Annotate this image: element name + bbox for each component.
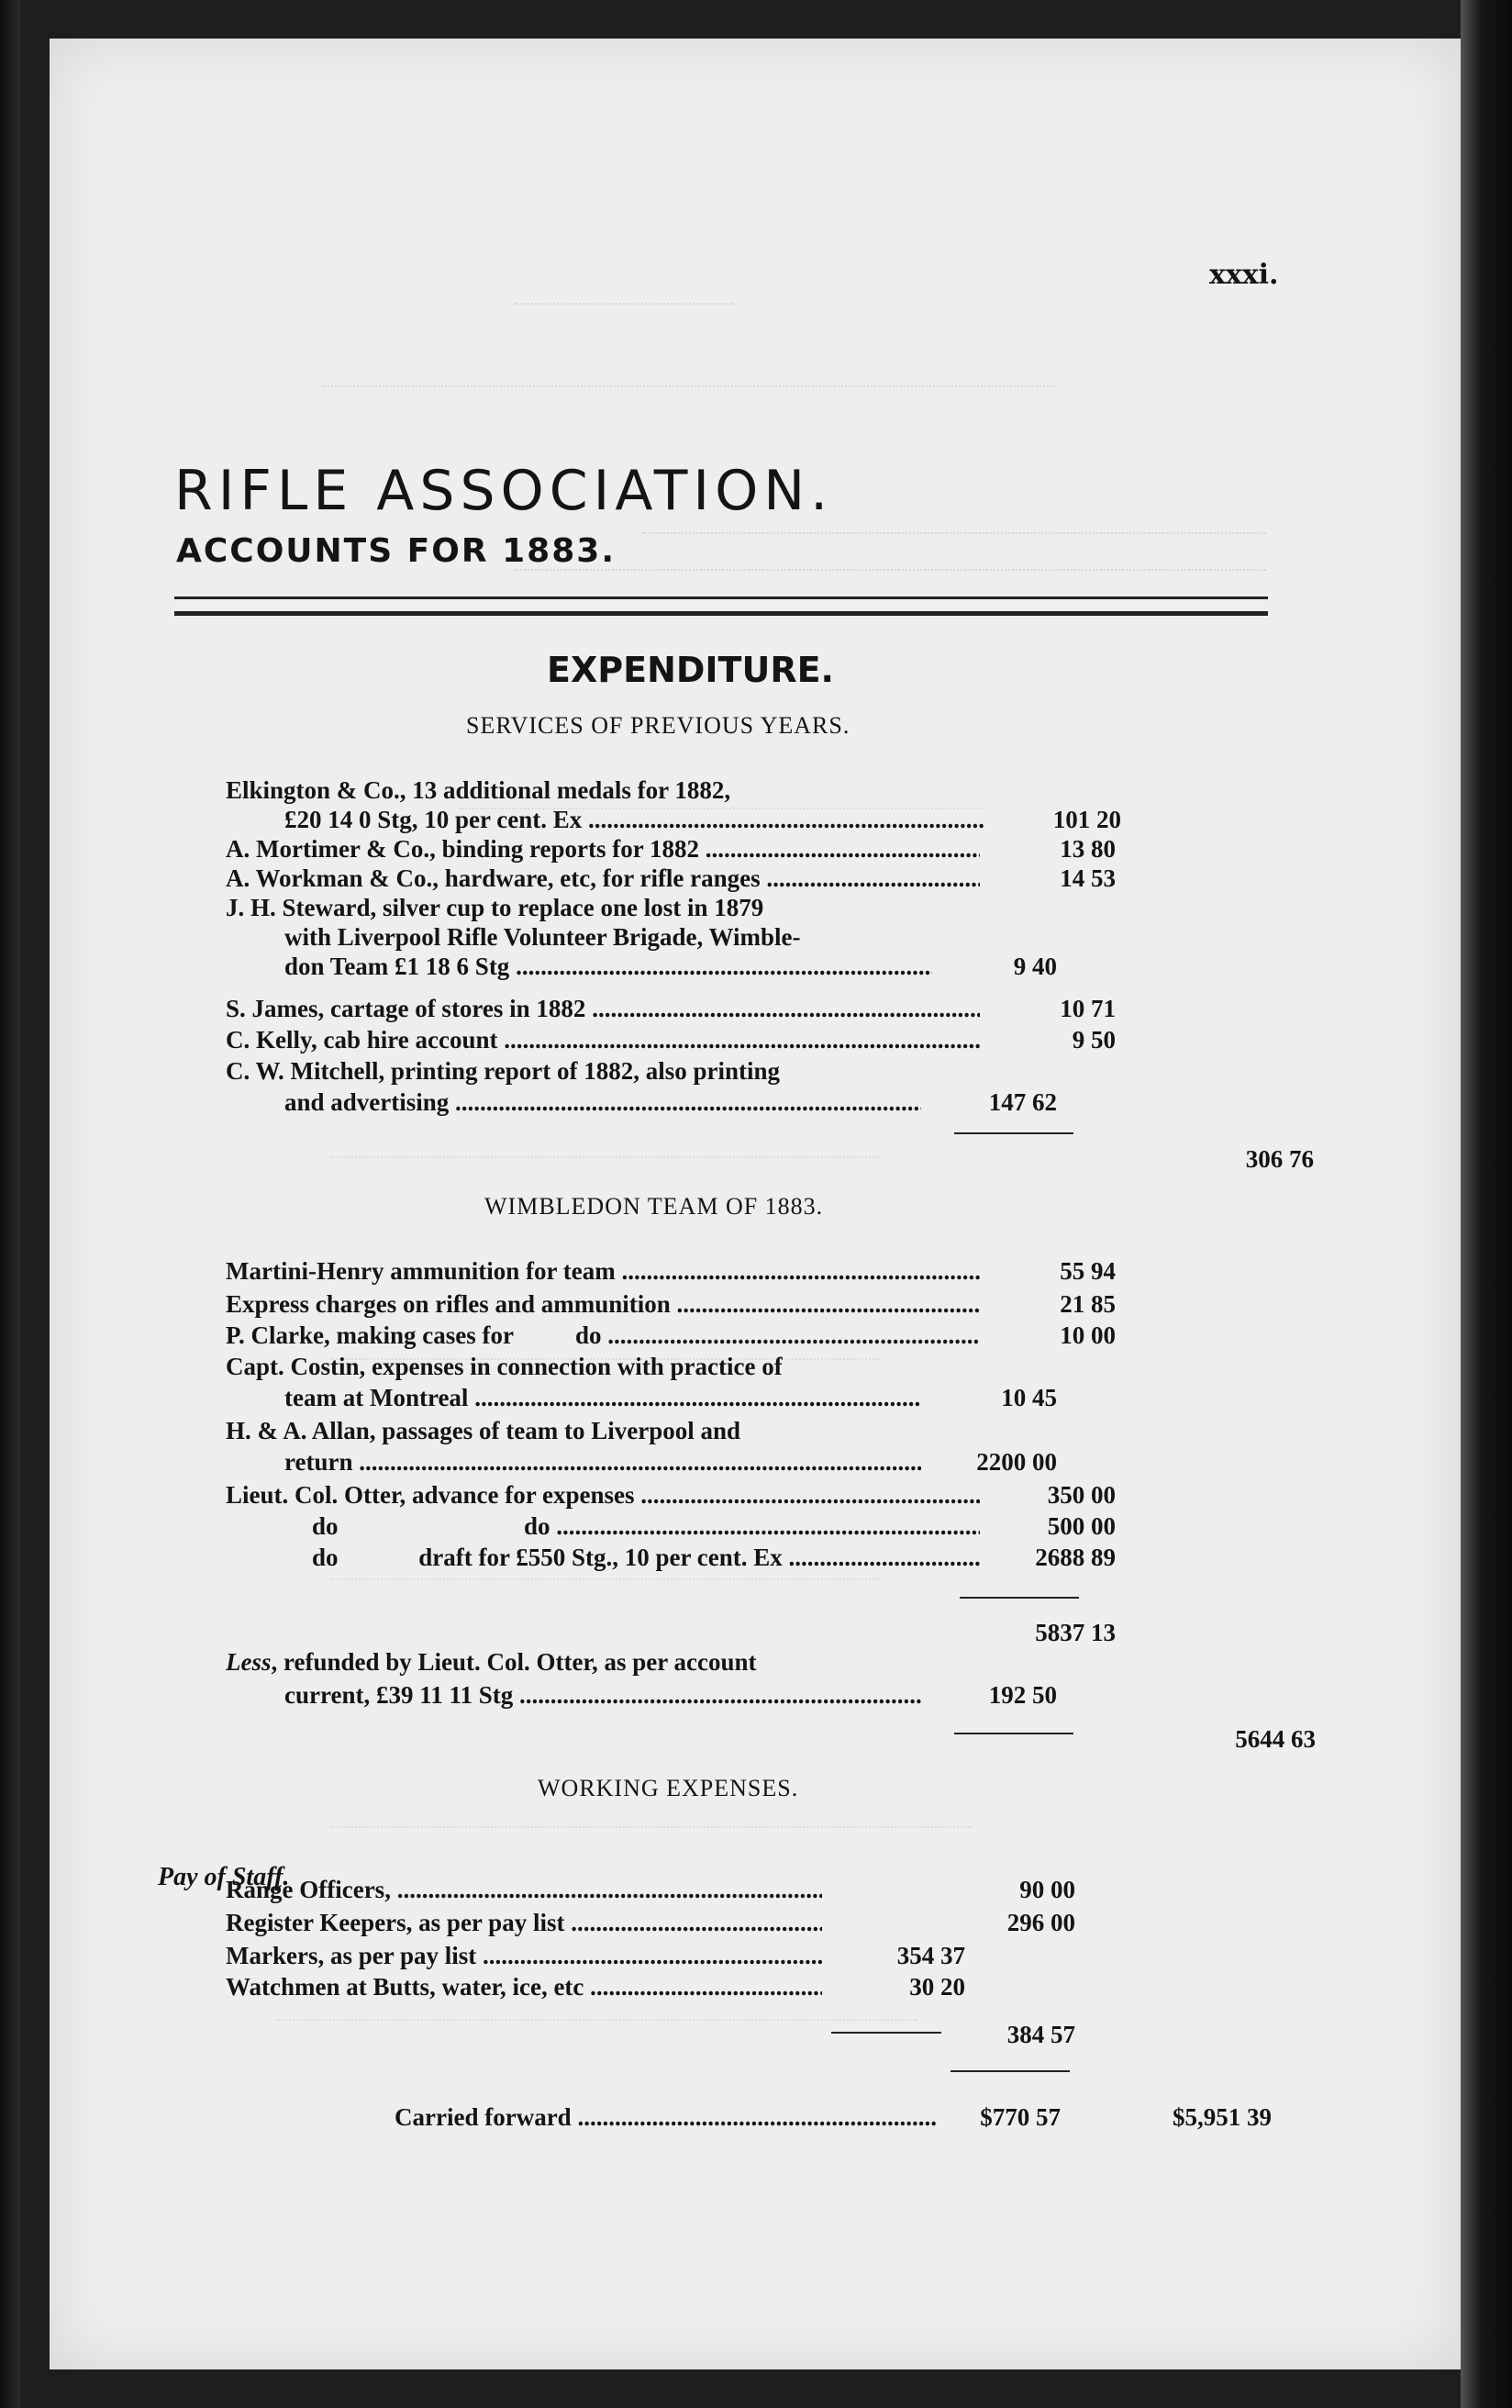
- ledger-row: [226, 1353, 1290, 1384]
- ledger-text: C. Kelly, cab hire account .....: [226, 1026, 980, 1054]
- ledger-row: [226, 923, 1290, 954]
- ledger-amount: 500 00: [980, 1512, 1116, 1541]
- ledger-row: [226, 1909, 1290, 1940]
- ledger-amount: 10 71: [980, 995, 1116, 1023]
- ledger-text: A. Mortimer & Co., binding reports for 1882 .....: [226, 835, 980, 864]
- ledger-row: [226, 1648, 1290, 1679]
- ledger-row: [226, 835, 1290, 866]
- ledger-amount: 14 53: [980, 864, 1116, 893]
- ledger-amount: 55 94: [980, 1257, 1116, 1286]
- ledger-text: Markers, as per pay list .....: [226, 1942, 822, 1970]
- carried-forward-total: $5,951 39: [1112, 2103, 1272, 2132]
- ledger-text: P. Clarke, making cases for do .....: [226, 1321, 980, 1350]
- ledger-text: [226, 1648, 757, 1677]
- ledger-text: Lieut. Col. Otter, advance for expenses .....: [226, 1481, 980, 1510]
- page-title: RIFLE ASSOCIATION.: [174, 459, 834, 523]
- ledger-text: return .....: [284, 1448, 980, 1477]
- ledger-row: [226, 1290, 1290, 1321]
- staff-total-row: [226, 2021, 1290, 2052]
- page-stack-edge: [1461, 0, 1512, 2408]
- ledger-text: Range Officers, .....: [226, 1876, 822, 1904]
- title-rule-thin: [174, 596, 1268, 599]
- section-heading-working-expenses: WORKING EXPENSES.: [538, 1775, 799, 1801]
- subtotal-rule: [960, 1597, 1079, 1599]
- ledger-text: and advertising .....: [284, 1088, 980, 1117]
- staff-total: 384 57: [941, 2021, 1075, 2049]
- page-number: xxxi.: [1209, 259, 1279, 291]
- ledger-text: do draft for £550 Stg., 10 per cent. Ex .....: [312, 1544, 980, 1572]
- ledger-row: [226, 1384, 1290, 1415]
- pay-of-staff-heading: Pay of Staff.: [158, 1863, 290, 1891]
- title-rule-thick: [174, 611, 1268, 616]
- ledger-text: Elkington & Co., 13 additional medals for 1882,: [226, 776, 731, 804]
- ledger-row: [226, 1512, 1290, 1544]
- ledger-text: H. & A. Allan, passages of team to Liverpool and: [226, 1417, 741, 1444]
- subtotal-row: [226, 1619, 1290, 1650]
- ledger-amount: 101 20: [984, 806, 1121, 834]
- ledger-row: [226, 1026, 1290, 1057]
- ledger-row: [226, 864, 1290, 896]
- ledger-amount: 350 00: [980, 1481, 1116, 1510]
- carried-forward-row: [395, 2103, 1275, 2135]
- ledger-row: [226, 1057, 1290, 1088]
- ledger-row: [226, 1544, 1290, 1575]
- ledger-text: C. W. Mitchell, printing report of 1882, also printing: [226, 1057, 781, 1085]
- ledger-row: [226, 995, 1290, 1026]
- carried-forward-label: Carried forward .....: [395, 2103, 936, 2132]
- ledger-text: S. James, cartage of stores in 1882 .....: [226, 995, 980, 1023]
- ledger-row: [226, 1321, 1290, 1353]
- ledger-amount: 90 00: [941, 1876, 1075, 1904]
- page-subtitle: ACCOUNTS FOR 1883.: [176, 532, 617, 570]
- section-heading-wimbledon: WIMBLEDON TEAM OF 1883.: [484, 1193, 824, 1220]
- ledger-text: team at Montreal .....: [284, 1384, 980, 1412]
- ledger-text: J. H. Steward, silver cup to replace one lost in 1879: [226, 894, 764, 921]
- ledger-row: [226, 1257, 1290, 1288]
- ledger-row: [226, 776, 1290, 808]
- expenditure-heading: EXPENDITURE.: [547, 650, 834, 690]
- ledger-amount: 10 00: [980, 1321, 1116, 1350]
- carried-forward-amount: $770 57: [936, 2103, 1061, 2132]
- subtotal-amount: 5837 13: [980, 1619, 1116, 1647]
- ledger-text: Watchmen at Butts, water, ice, etc .....: [226, 1973, 822, 2001]
- ledger-row: [226, 953, 1290, 984]
- less-label: Less: [226, 1648, 272, 1676]
- ledger-row: [226, 1681, 1290, 1712]
- ledger-text: Martini-Henry ammunition for team .....: [226, 1257, 980, 1286]
- ledger-row: [226, 1973, 1290, 2004]
- ledger-text: Register Keepers, as per pay list .....: [226, 1909, 822, 1937]
- ledger-amount: 2200 00: [921, 1448, 1057, 1477]
- ledger-text: current, £39 11 11 Stg .....: [284, 1681, 980, 1710]
- ledger-text: Express charges on rifles and ammunition .....: [226, 1290, 980, 1319]
- section-total-row: [226, 1725, 1316, 1756]
- section-total-row: [226, 1145, 1314, 1176]
- ledger-text: Capt. Costin, expenses in connection with practice of: [226, 1353, 783, 1380]
- ledger-amount: 354 37: [822, 1942, 965, 1970]
- ledger-row: [226, 806, 1290, 837]
- ledger-row: [226, 894, 1290, 925]
- ledger-row: [226, 1942, 1290, 1973]
- ledger-amount: 2688 89: [980, 1544, 1116, 1572]
- ledger-row: [226, 1876, 1290, 1907]
- ledger-text: don Team £1 18 6 Stg .....: [284, 953, 991, 981]
- section-heading-previous-years: SERVICES OF PREVIOUS YEARS.: [466, 712, 850, 739]
- ledger-amount: 30 20: [822, 1973, 965, 2001]
- ledger-amount: 9 40: [932, 953, 1057, 981]
- ledger-text: do do .....: [312, 1512, 980, 1541]
- less-text: , refunded by Lieut. Col. Otter, as per account: [271, 1648, 757, 1676]
- ledger-amount: 21 85: [980, 1290, 1116, 1319]
- subtotal-rule: [951, 2070, 1070, 2072]
- ledger-amount: 147 62: [921, 1088, 1057, 1117]
- ledger-amount: 296 00: [941, 1909, 1075, 1937]
- ledger-amount: 192 50: [921, 1681, 1057, 1710]
- ledger-text: with Liverpool Rifle Volunteer Brigade, Wimble-: [284, 923, 801, 951]
- book-spine-edge: [0, 0, 20, 2408]
- ledger-amount: 9 50: [980, 1026, 1116, 1054]
- ledger-amount: 10 45: [921, 1384, 1057, 1412]
- ledger-amount: 13 80: [980, 835, 1116, 864]
- ledger-row: [226, 1088, 1290, 1120]
- ledger-text: A. Workman & Co., hardware, etc, for rifle ranges .....: [226, 864, 980, 893]
- ledger-row: [226, 1481, 1290, 1512]
- ledger-row: [226, 1448, 1290, 1479]
- ledger-row: [226, 1417, 1290, 1448]
- subtotal-rule: [954, 1132, 1073, 1134]
- section-total: 306 76: [1162, 1145, 1314, 1174]
- ledger-text: £20 14 0 Stg, 10 per cent. Ex .....: [284, 806, 1042, 834]
- section-total: 5644 63: [1152, 1725, 1316, 1754]
